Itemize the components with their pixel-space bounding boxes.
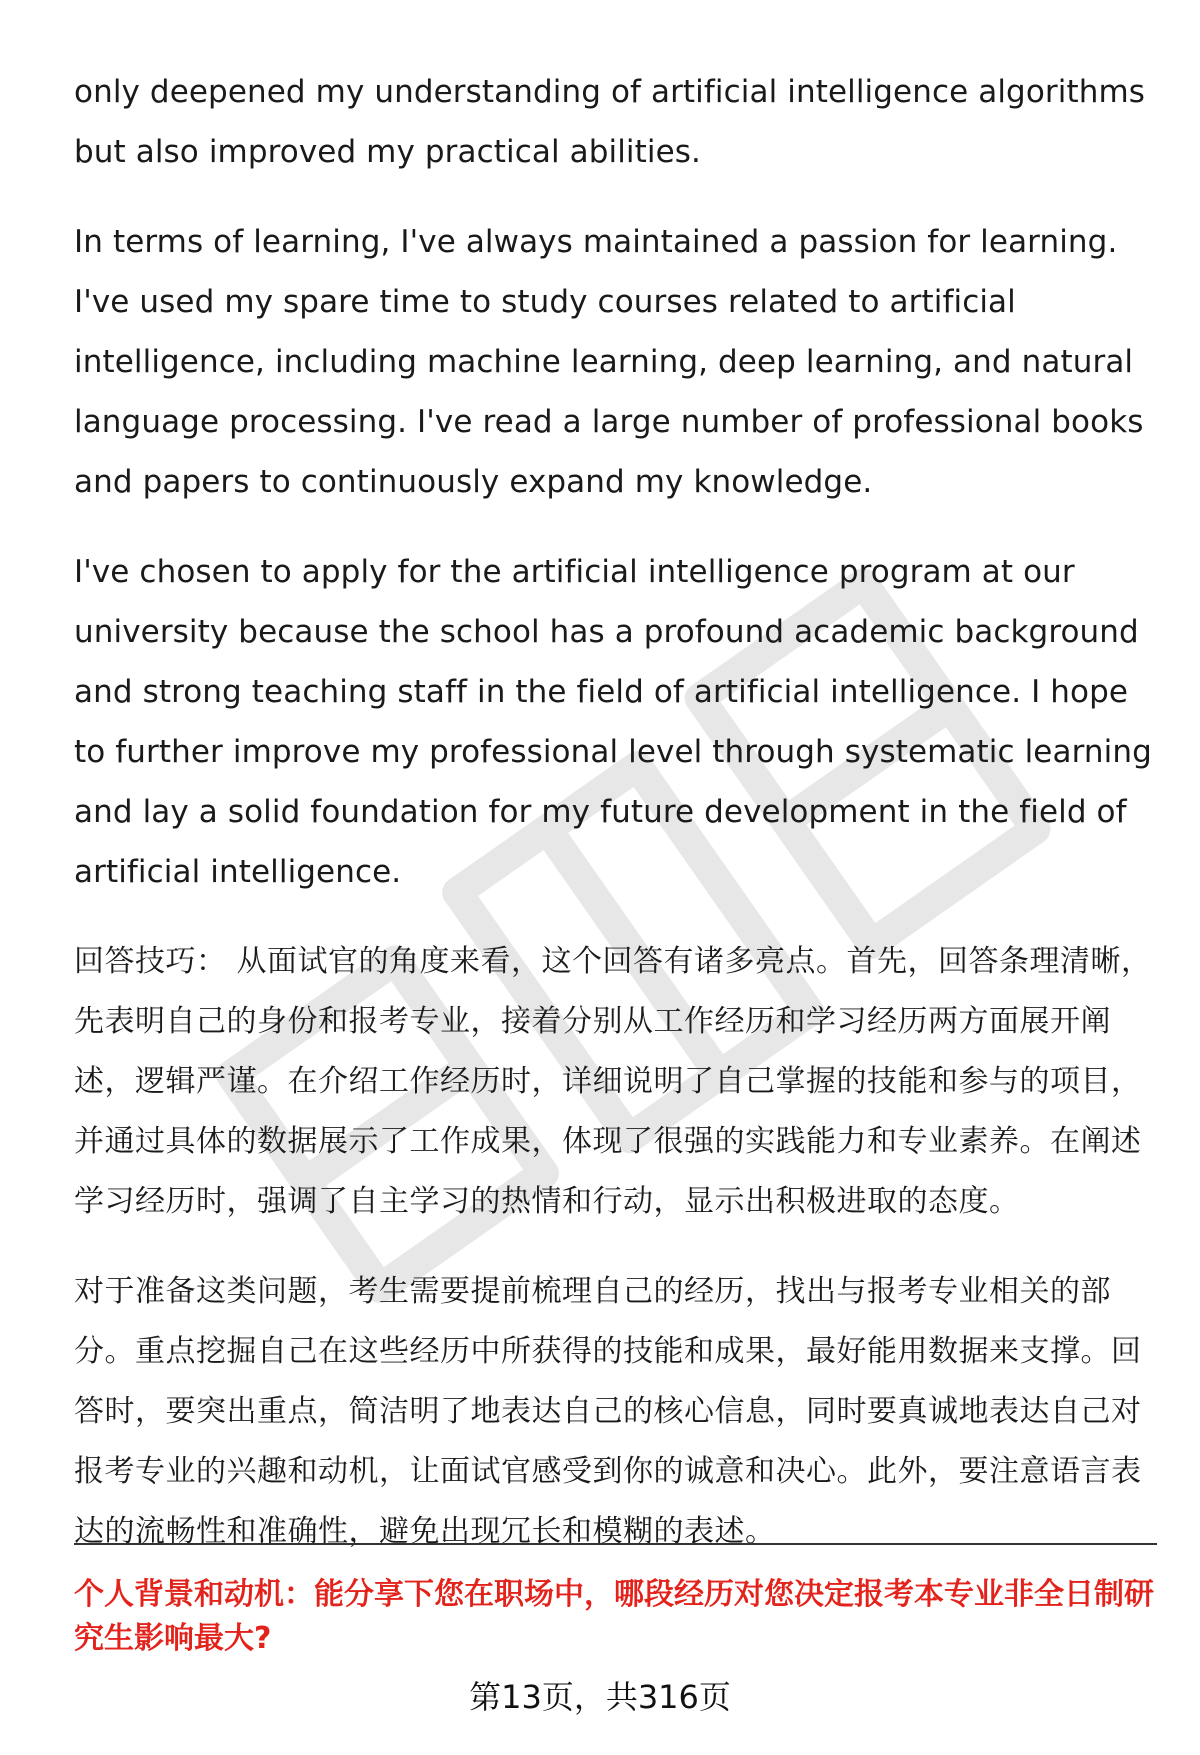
next-question-heading: 个人背景和动机：能分享下您在职场中，哪段经历对您决定报考本专业非全日制研究生影响最大? [74,1577,1154,1656]
paragraph-en-1: only deepened my understanding of artificial intelligence algorithms but also improved my practical abilities. [74,74,1146,170]
paragraph-en-3: I've chosen to apply for the artificial intelligence program at our university because the school has a profound academic background and strong teaching staff in the field of artificial intelligence. I hope to further improve my professional level through systematic learning and lay a solid foundation for my future development in the field of artificial intelligence. [74,554,1152,890]
answer-tips-paragraph: 回答技巧： 从面试官的角度来看，这个回答有诸多亮点。首先，回答条理清晰，先表明自己的身份和报考专业，接着分别从工作经历和学习经历两方面展开阐述，逻辑严谨。在介绍工作经历时，详细说明了自己掌握的技能和参与的项目，并通过具体的数据展示了工作成果，体现了很强的实践能力和专业素养。在阐述学习经历时，强调了自主学习的热情和行动，显示出积极进取的态度。 [74,944,1152,1219]
paragraph-en-2: In terms of learning, I've always maintained a passion for learning. I've used my spare time to study courses related to artificial intelligence, including machine learning, deep learning, and natural language processing. I've read a large number of professional books and papers to continuously expand my knowledge. [74,224,1144,500]
document-body [74,62,1154,1592]
preparation-advice-paragraph: 对于准备这类问题，考生需要提前梳理自己的经历，找出与报考专业相关的部分。重点挖掘自己在这些经历中所获得的技能和成果，最好能用数据来支撑。回答时，要突出重点，简洁明了地表达自己的核心信息，同时要真诚地表达自己对报考专业的兴趣和动机，让面试官感受到你的诚意和决心。此外，要注意语言表达的流畅性和准确性，避免出现冗长和模糊的表述。 [74,1274,1142,1549]
page-number-footer: 第13页，共316页 [469,1678,731,1716]
section-divider [74,1543,1157,1545]
